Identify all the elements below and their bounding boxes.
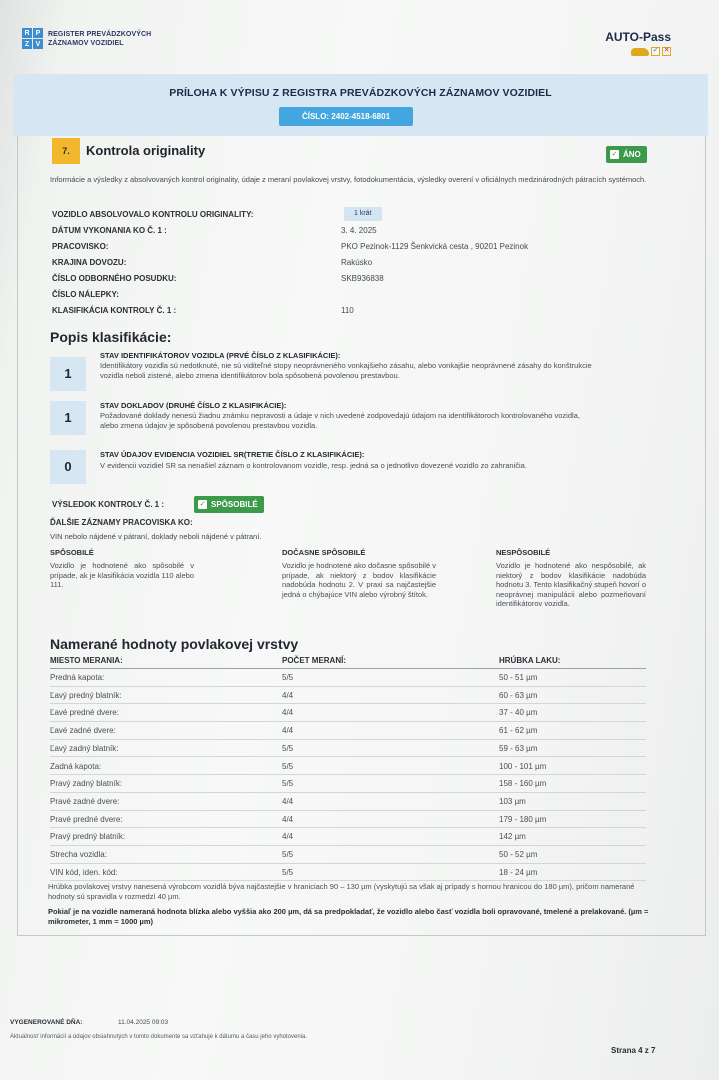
row-count: 4/4 — [282, 814, 294, 824]
measurements-table-header — [50, 656, 646, 669]
register-name-line2: ZÁZNAMOV VOZIDIEL — [48, 39, 124, 47]
table-row — [50, 775, 646, 793]
legend-text-capable: Vozidlo je hodnotené ako spôsobilé v prípade, ak je klasifikácia vozidla 110 alebo 111. — [50, 561, 194, 589]
classification-desc: V evidencii vozidiel SR sa nenašiel záznam o kontrolovanom vozidle, resp. jedná sa o jednotlivo dovezené vozidlo zo zahraničia. — [100, 461, 527, 470]
row-thickness: 37 - 40 µm — [499, 708, 538, 718]
checkbox-cross-icon: ✕ — [663, 47, 670, 54]
result-label: VÝSLEDOK KONTROLY Č. 1 : — [52, 500, 165, 509]
generated-value: 11.04.2025 09:03 — [118, 1019, 169, 1026]
result-badge — [194, 496, 264, 513]
row-thickness: 158 - 160 µm — [499, 779, 547, 789]
row-count: 4/4 — [282, 690, 294, 700]
row-count: 4/4 — [282, 832, 294, 842]
classification-desc: Požadované doklady nenesú žiadnu známku nepravosti a údaje v nich uvedené zodpovedajú údajom na identifikátoroch kontrolovaného vozidla, alebo zmena údajov je spôsobená povolenou prestavbou vozidla. — [100, 411, 580, 430]
row-place: Strecha vozidla: — [50, 850, 107, 859]
section-number: 7. — [52, 138, 80, 164]
row-count: 5/5 — [282, 761, 294, 771]
document-number-badge: ČÍSLO: 2402-4518-6801 — [279, 107, 413, 126]
row-place: Pravé zadné dvere: — [50, 796, 120, 806]
row-count: 5/5 — [282, 743, 294, 753]
result-badge-label: SPÔSOBILÉ — [211, 500, 258, 509]
row-count: 4/4 — [282, 708, 294, 718]
measurement-note: Hrúbka povlakovej vrstvy nanesená výrobcom vozidlá býva najčastejšie v hraniciach 90 – 130 µm (vyskytujú sa však aj prípady s hornou hranicou do 180 µm), pričom namerané hodnoty sú spravidla v rozmedzí 40 µm. — [48, 882, 635, 901]
row-place: Predná kapota: — [50, 673, 105, 682]
row-count: 4/4 — [282, 726, 294, 736]
legend-text-incapable: Vozidlo je hodnotené ako nespôsobilé, ak niektorý z bodov klasifikácie nadobúda hodnotu 3. Tento klasifikačný stupeň hovorí o neoprávnej manipulácii alebo pozmeňovaní identifikátorov vozidla. — [496, 561, 646, 608]
check-icon: ✓ — [199, 501, 206, 508]
row-count: 5/5 — [282, 673, 294, 682]
col-count-header: POČET MERANÍ: — [282, 656, 346, 665]
status-badge-label: ÁNO — [623, 150, 641, 159]
table-row — [50, 758, 646, 776]
autopass-title: AUTO-Pass — [605, 30, 671, 44]
rpzv-logo-icon — [22, 28, 43, 49]
row-count: 5/5 — [282, 779, 294, 789]
country-value: Rakúsko — [341, 258, 373, 267]
classification-desc: Identifikátory vozidla sú nedotknuté, nie sú viditeľné stopy neoprávneného vonkajšieho zásahu, alebo vonkajšie neoprávnené zásahy do konštrukcie vozidla neboli zistené, alebo zmena identifikátorov bola spôsobená povolenou prestavbou. — [100, 361, 592, 380]
row-place: VIN kód, iden. kód: — [50, 867, 118, 877]
table-row — [50, 828, 646, 846]
classification-number: 1 — [50, 357, 86, 391]
classification-label: KLASIFIKÁCIA KONTROLY Č. 1 : — [52, 306, 177, 315]
classification-value: 110 — [341, 306, 354, 315]
table-row — [50, 846, 646, 864]
document-banner — [13, 74, 708, 136]
register-logo — [22, 28, 151, 49]
logo-letter: R — [22, 28, 32, 38]
table-row — [50, 687, 646, 705]
row-place: Ľavý predný blatník: — [50, 690, 122, 700]
classification-title: STAV ÚDAJOV EVIDENCIA VOZIDIEL SR(TRETIE ČÍSLO Z KLASIFIKÁCIE): — [100, 450, 365, 459]
row-count: 5/5 — [282, 850, 294, 859]
row-thickness: 18 - 24 µm — [499, 867, 538, 877]
row-thickness: 61 - 62 µm — [499, 726, 538, 736]
row-place: Pravý zadný blatník: — [50, 779, 123, 789]
date-label: DÁTUM VYKONANIA KO Č. 1 : — [52, 226, 167, 235]
table-row — [50, 669, 646, 687]
measurement-warning: Pokiaľ je na vozidle nameraná hodnota blízka alebo vyššia ako 200 µm, dá sa predpokladať, že vozidlo alebo časť vozidla boli opravované, tmelené a prelakované. (µm = mikrometer, 1 mm = 1000 µm) — [48, 907, 649, 926]
col-place-header: MIESTO MERANIA: — [50, 656, 123, 665]
row-thickness: 142 µm — [499, 832, 526, 842]
report-value: SKB936838 — [341, 274, 384, 283]
date-value: 3. 4. 2025 — [341, 226, 377, 235]
table-row — [50, 811, 646, 829]
classification-title: STAV IDENTIFIKÁTOROV VOZIDLA (PRVÉ ČÍSLO Z KLASIFIKÁCIE): — [100, 351, 341, 360]
check-icon: ✓ — [611, 151, 618, 158]
section-title: Kontrola originality — [86, 143, 206, 158]
measurements-heading: Namerané hodnoty povlakovej vrstvy — [50, 636, 299, 652]
row-place: Pravé predné dvere: — [50, 814, 123, 824]
autopass-logo — [605, 30, 671, 56]
logo-letter: P — [33, 28, 43, 38]
row-thickness: 100 - 101 µm — [499, 761, 547, 771]
classification-heading: Popis klasifikácie: — [50, 329, 172, 345]
page-number: Strana 4 z 7 — [611, 1046, 656, 1055]
row-place: Ľavý zadný blatník: — [50, 743, 119, 753]
absolved-count-badge: 1 krát — [344, 207, 382, 221]
generated-label: VYGENEROVANÉ DŇA: — [10, 1019, 83, 1026]
classification-title: STAV DOKLADOV (DRUHÉ ČÍSLO Z KLASIFIKÁCIE): — [100, 401, 287, 410]
more-records-label: ĎALŠIE ZÁZNAMY PRACOVISKA KO: — [50, 518, 193, 527]
disclaimer: Aktuálnosť informácií a údajov obsiahnutých v tomto dokumente sa vzťahuje k dátumu a času jeho vyhotovenia. — [10, 1034, 308, 1040]
table-row — [50, 722, 646, 740]
absolved-label: VOZIDLO ABSOLVOVALO KONTROLU ORIGINALITY: — [52, 210, 254, 219]
logo-letter: Z — [22, 39, 32, 49]
more-records-value: VIN nebolo nájdené v pátraní, doklady neboli nájdené v pátraní. — [50, 532, 262, 541]
country-label: KRAJINA DOVOZU: — [52, 258, 127, 267]
checkbox-check-icon: ✓ — [652, 47, 659, 54]
col-thickness-header: HRÚBKA LAKU: — [499, 656, 561, 665]
row-count: 5/5 — [282, 867, 294, 877]
table-row — [50, 740, 646, 758]
table-row — [50, 704, 646, 722]
status-badge — [606, 146, 647, 163]
car-icon — [631, 48, 649, 56]
logo-letter: V — [33, 39, 43, 49]
workplace-label: PRACOVISKO: — [52, 242, 109, 251]
table-row — [50, 793, 646, 811]
report-label: ČÍSLO ODBORNÉHO POSUDKU: — [52, 274, 177, 283]
register-name-line1: REGISTER PREVÁDZKOVÝCH — [48, 30, 152, 38]
row-place: Ľavé predné dvere: — [50, 708, 119, 718]
legend-text-temporary: Vozidlo je hodnotené ako dočasne spôsobilé v prípade, ak niektorý z bodov klasifikácie nadobúda hodnotu 2. V praxi sa najčastejšie jedná o chýbajúce VIN alebo výrobný štítok. — [282, 561, 436, 599]
banner-title: PRÍLOHA K VÝPISU Z REGISTRA PREVÁDZKOVÝCH ZÁZNAMOV VOZIDIEL — [169, 87, 552, 99]
row-thickness: 179 - 180 µm — [499, 814, 547, 824]
row-thickness: 50 - 52 µm — [499, 850, 538, 859]
workplace-value: PKO Pezinok-1129 Šenkvická cesta , 90201 Pezinok — [341, 242, 529, 251]
row-place: Ľavé zadné dvere: — [50, 726, 116, 736]
sticker-label: ČÍSLO NÁLEPKY: — [52, 290, 119, 299]
row-place: Pravý predný blatník: — [50, 832, 126, 842]
classification-number: 0 — [50, 450, 86, 484]
row-place: Zadná kapota: — [50, 761, 102, 771]
legend-title-temporary: DOČASNE SPÔSOBILÉ — [282, 548, 366, 557]
row-thickness: 103 µm — [499, 796, 526, 806]
row-count: 4/4 — [282, 796, 294, 806]
row-thickness: 60 - 63 µm — [499, 690, 538, 700]
classification-number: 1 — [50, 401, 86, 435]
section-intro: Informácie a výsledky z absolvovaných kontrol originality, údaje z meraní povlakovej vrstvy, fotodokumentácia, výsledky overení v oficiálnych medzinárodných pátracích systémoch. — [50, 175, 647, 184]
legend-title-incapable: NESPÔSOBILÉ — [496, 548, 551, 557]
legend-title-capable: SPÔSOBILÉ — [50, 548, 94, 557]
row-thickness: 59 - 63 µm — [499, 743, 538, 753]
row-thickness: 50 - 51 µm — [499, 673, 538, 682]
table-row — [50, 864, 646, 882]
